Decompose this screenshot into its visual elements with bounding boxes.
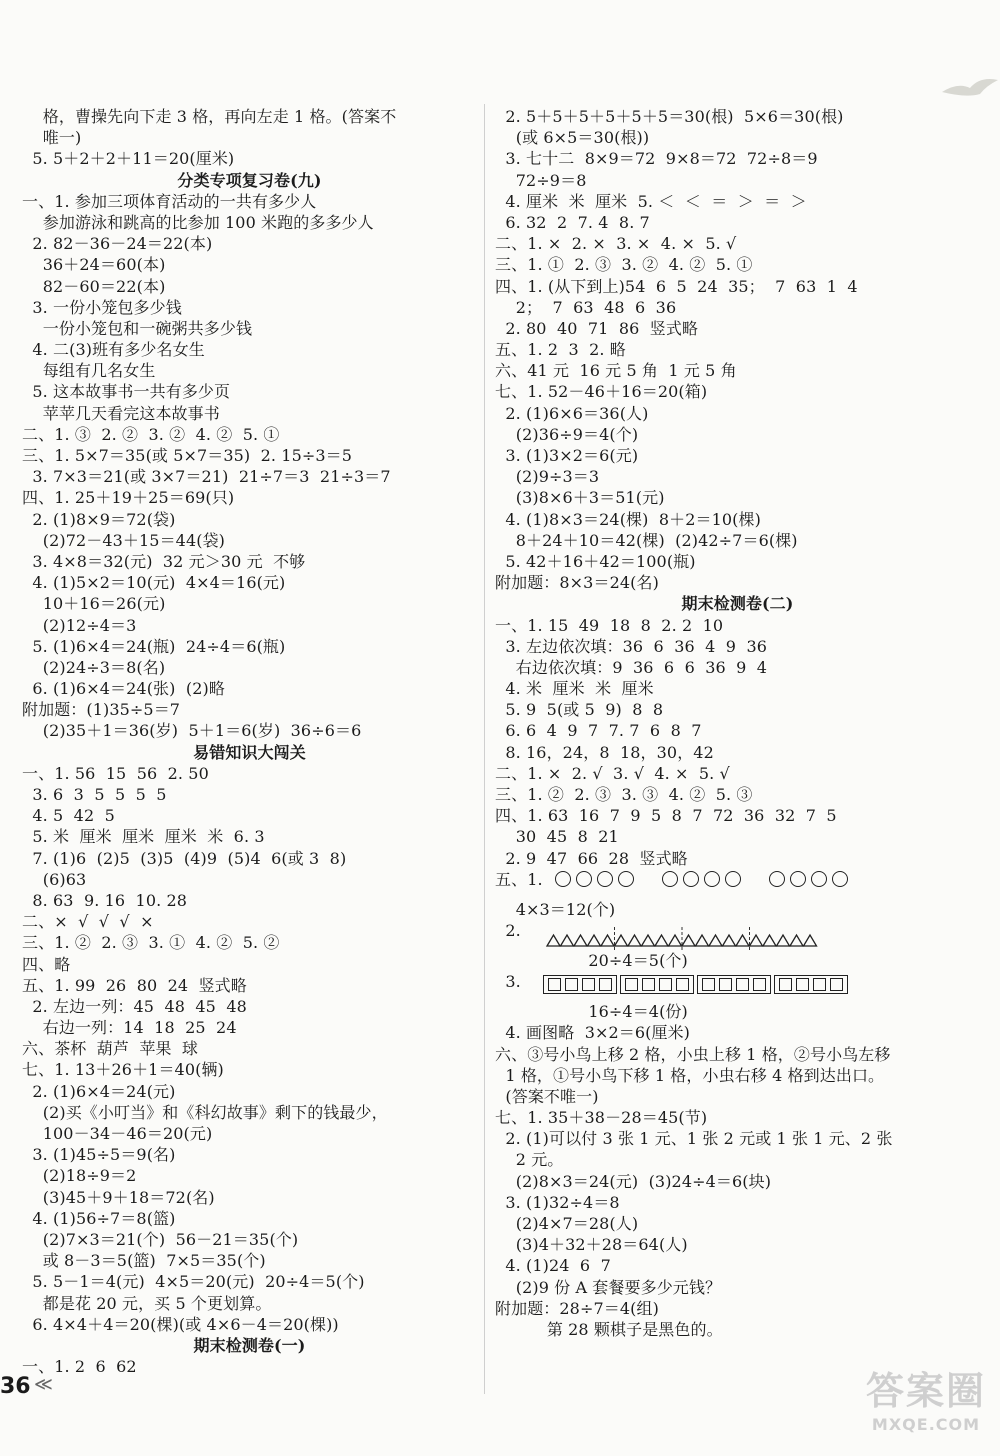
answer-line: 格，曹操先向下走 3 格，再向左走 1 格。(答案不 [22, 107, 397, 126]
answer-line: 8＋24＋10＝42(棵) (2)42÷7＝6(棵) [495, 530, 798, 550]
answer-line: 附加题：28÷7＝4(组) [495, 1298, 659, 1318]
answer-line: 4. 二(3)班有多少名女生 [22, 340, 205, 360]
box-group [620, 975, 694, 994]
answer-line: 附加题：8×3＝24(名) [495, 573, 659, 593]
answer-line: 4. 5 42 5 [22, 806, 115, 826]
circle-icon [683, 871, 699, 887]
answer-line: 4. 厘米 米 厘米 5. ＜ ＜ ＝ ＞ ＝ ＞ [495, 191, 807, 211]
box-group [697, 975, 771, 994]
square-icon [796, 978, 809, 991]
answer-line: 2. (1)6×6＝36(人) [495, 403, 649, 423]
answer-line: 16÷4＝4(份) [495, 1002, 688, 1022]
circle-icon [725, 871, 741, 887]
answer-line: (6)63 [22, 869, 87, 889]
triangle-row-icon [543, 926, 843, 952]
answer-line: 2 元。 [495, 1150, 564, 1170]
circle-icon [769, 871, 785, 887]
square-icon [753, 978, 766, 991]
answer-line: 2. [495, 920, 521, 940]
answer-line: 3. [495, 972, 521, 992]
answer-line: 3. (1)3×2＝6(元) [495, 446, 639, 465]
answer-line: 三、1. ② 2. ③ 3. ① 4. ② 5. ② [22, 933, 280, 953]
answer-line: (2)7×3＝21(个) 56－21＝35(个) [22, 1229, 299, 1249]
answer-line: 三、1. 5×7＝35(或 5×7＝35) 2. 15÷3＝5 [22, 446, 353, 465]
answer-line: 或 8－3＝5(篮) 7×5＝35(个) [22, 1251, 266, 1271]
answer-line: (或 6×5＝30(根)) [495, 128, 650, 148]
column-divider [484, 104, 485, 1394]
answer-line: 8. 63 9. 16 10. 28 [22, 890, 188, 910]
circle-group-gap [639, 873, 657, 887]
answer-line: 5. 5－1＝4(元) 4×5＝20(元) 20÷4＝5(个) [22, 1272, 365, 1292]
answer-line: 一、1. 15 49 18 8 2. 2 10 [495, 615, 724, 635]
square-icon [625, 978, 638, 991]
answer-line: 6. 4×4＋4＝20(棵)(或 4×6－4＝20(棵)) [22, 1314, 339, 1334]
answer-line: 右边依次填：9 36 6 6 36 9 4 [495, 657, 768, 677]
answer-line: 8. 16，24，8 18，30，42 [495, 742, 714, 762]
answer-line: (3)45＋9＋18＝72(名) [22, 1187, 215, 1207]
answer-line: 5. (1)6×4＝24(瓶) 24÷4＝6(瓶) [22, 636, 286, 656]
answer-column-left [22, 106, 477, 1377]
answer-line: (2)12÷4＝3 [22, 615, 137, 635]
circle-icon [576, 871, 592, 887]
answer-line: 3. 左边依次填：36 6 36 4 9 36 [495, 636, 767, 656]
answer-line: (3)4＋32＋28＝64(人) [495, 1235, 688, 1255]
answer-line: 2. 82－36－24＝22(本) [22, 234, 213, 254]
answer-line: (2)72－43＋15＝44(袋) [22, 530, 226, 550]
page-number: 36 [0, 1374, 31, 1399]
answer-line: 20÷4＝5(个) [495, 950, 688, 970]
answer-line: 五、1. 99 26 80 24 竖式略 [22, 975, 247, 995]
answer-line: (2)35＋1＝36(岁) 5＋1＝6(岁) 36÷6＝6 [22, 721, 362, 741]
answer-line: 30 45 8 21 [495, 827, 619, 847]
answer-line: (答案不唯一) [495, 1086, 599, 1106]
circle-icon [832, 871, 848, 887]
answer-line: (2)9 份 A 套餐要多少元钱？ [495, 1277, 722, 1297]
answer-line: 七、1. 13＋26＋1＝40(辆) [22, 1060, 224, 1080]
answer-line: 五、1. [495, 869, 543, 889]
section-title: 期末检测卷(一) [193, 1335, 306, 1355]
answer-line: 2； 7 63 48 6 36 [495, 297, 677, 317]
answer-line: 三、1. ② 2. ③ 3. ③ 4. ② 5. ③ [495, 785, 753, 804]
answer-line: 右边一列：14 18 25 24 [22, 1018, 237, 1038]
answer-line: 3. (1)45÷5＝9(名) [22, 1145, 176, 1165]
square-icon [830, 978, 843, 991]
answer-line: 每组有几名女生 [22, 361, 156, 381]
answer-line: 一、1. 参加三项体育活动的一共有多少人 [22, 191, 317, 211]
answer-line: (3)8×6＋3＝51(元) [495, 488, 665, 508]
answer-line: 一份小笼包和一碗粥共多少钱 [22, 318, 253, 338]
circle-group-gap [746, 873, 764, 887]
answer-line: 第 28 颗棋子是黑色的。 [495, 1319, 723, 1339]
square-icon [779, 978, 792, 991]
answer-line: (2)8×3＝24(元) (3)24÷4＝6(块) [495, 1171, 772, 1191]
answer-line: (2)4×7＝28(人) [495, 1214, 639, 1233]
answer-line: (2)9÷3＝3 [495, 467, 600, 487]
answer-line: 6. 6 4 9 7 7. 7 6 8 7 [495, 721, 702, 741]
circle-icon [704, 871, 720, 887]
answer-line: (2)36÷9＝4(个) [495, 424, 639, 444]
circle-icon [555, 871, 571, 887]
answer-line: (2)18÷9＝2 [22, 1166, 137, 1186]
answer-line: 二、1. × 2. × 3. × 4. × 5. √ [495, 234, 737, 254]
answer-line: 四、1. (从下到上)54 6 5 24 35； 7 63 1 4 [495, 276, 858, 296]
square-icon [813, 978, 826, 991]
section-title: 易错知识大闯关 [193, 742, 306, 762]
answer-line: 2. 5＋5＋5＋5＋5＋5＝30(根) 5×6＝30(根) [495, 107, 844, 126]
answer-line: 4. 画图略 3×2＝6(厘米) [495, 1023, 691, 1043]
box-icon-row [543, 975, 851, 994]
answer-line: 5. 米 厘米 厘米 厘米 米 6. 3 [22, 827, 265, 847]
answer-line: 4×3＝12(个) [495, 899, 616, 919]
triangle-groups-figure [495, 920, 980, 950]
answer-line: 六、茶杯 葫芦 苹果 球 [22, 1039, 199, 1059]
answer-line: 1 格，①号小鸟下移 1 格，小虫右移 4 格到达出口。 [495, 1065, 885, 1085]
answer-line: 5. 这本故事书一共有多少页 [22, 382, 231, 402]
answer-line: 5. 5＋2＋2＋11＝20(厘米) [22, 149, 235, 169]
answer-line: 3. 一份小笼包多少钱 [22, 297, 182, 317]
answer-line: 36＋24＝60(本) [22, 255, 166, 275]
answer-line: 10＋16＝26(元) [22, 594, 166, 614]
answer-line: 4. 米 厘米 米 厘米 [495, 679, 654, 699]
box-group [774, 975, 848, 994]
answer-line: 100－34－46＝20(元) [22, 1124, 213, 1143]
circle-icon [597, 871, 613, 887]
answer-line: 3. (1)32÷4＝8 [495, 1192, 620, 1212]
answer-line: 2. (1)8×9＝72(袋) [22, 509, 176, 529]
box-group [543, 975, 617, 994]
answer-line: 4. (1)24 6 7 [495, 1256, 611, 1276]
section-title: 分类专项复习卷(九) [177, 170, 322, 190]
square-icon [548, 978, 561, 991]
answer-line: 七、1. 35＋38－28＝45(节) [495, 1108, 708, 1128]
answer-line: 2. (1)可以付 3 张 1 元、1 张 2 元或 1 张 1 元、2 张 [495, 1129, 893, 1149]
answer-line: 六、③号小鸟上移 2 格，小虫上移 1 格，②号小鸟左移 [495, 1044, 891, 1064]
answer-line: 3. 4×8＝32(元) 32 元＞30 元 不够 [22, 551, 306, 571]
answer-line: 二、× √ √ √ × [22, 912, 154, 932]
page-arrow-icon: ≪ [34, 1374, 53, 1395]
answer-line: 唯一) [22, 128, 82, 148]
answer-line: 2. 9 47 66 28 竖式略 [495, 848, 688, 868]
circle-icon-row [555, 871, 853, 891]
circle-icon [618, 871, 634, 887]
answer-line: 6. (1)6×4＝24(张) (2)略 [22, 679, 225, 699]
answer-line: 3. 七十二 8×9＝72 9×8＝72 72÷8＝9 [495, 149, 818, 169]
answer-line: 附加题：(1)35÷5＝7 [22, 700, 181, 720]
circle-icon [790, 871, 806, 887]
answer-line: 7. (1)6 (2)5 (3)5 (4)9 (5)4 6(或 3 8) [22, 848, 347, 868]
watermark-url: MXQE.COM [871, 1415, 981, 1434]
answer-line: 五、1. 2 3 2. 略 [495, 340, 626, 360]
answer-line: 一、1. 2 6 62 [22, 1357, 137, 1377]
answer-line: 4. (1)56÷7＝8(篮) [22, 1208, 176, 1228]
answer-line: 2. (1)6×4＝24(元) [22, 1081, 176, 1101]
answer-line: 5. 42＋16＋42＝100(瓶) [495, 551, 696, 571]
watermark-brand: 答案圈 [865, 1369, 986, 1413]
answer-line: 3. 7×3＝21(或 3×7＝21) 21÷7＝3 21÷3＝7 [22, 467, 391, 487]
bird-decoration-icon [940, 70, 1000, 100]
square-icon [702, 978, 715, 991]
answer-line: 四、略 [22, 954, 71, 974]
square-icon [659, 978, 672, 991]
answer-line: 七、1. 52－46＋16＝20(箱) [495, 382, 708, 402]
square-icon [676, 978, 689, 991]
section-title: 期末检测卷(二) [681, 594, 794, 614]
answer-line: 3. 6 3 5 5 5 5 [22, 785, 167, 804]
answer-line: 二、1. × 2. √ 3. √ 4. × 5. √ [495, 763, 730, 783]
square-icon [642, 978, 655, 991]
answer-line: 2. 80 40 71 86 竖式略 [495, 318, 699, 338]
answer-line: 六、41 元 16 元 5 角 1 元 5 角 [495, 361, 737, 381]
answer-column-right [495, 106, 980, 1340]
answer-line: 四、1. 63 16 7 9 5 8 7 72 36 32 7 5 [495, 806, 837, 826]
answer-line: 6. 32 2 7. 4 8. 7 [495, 212, 650, 232]
square-icon [599, 978, 612, 991]
answer-line: 苹苹几天看完这本故事书 [22, 403, 220, 423]
answer-line: 4. (1)5×2＝10(元) 4×4＝16(元) [22, 573, 286, 593]
answer-line: 四、1. 25＋19＋25＝69(只) [22, 488, 235, 508]
answer-line: 82－60＝22(本) [22, 276, 166, 296]
box-groups-figure [495, 971, 980, 1001]
answer-line: 三、1. ① 2. ③ 3. ② 4. ② 5. ① [495, 255, 753, 275]
circle-icon [662, 871, 678, 887]
answer-line: 二、1. ③ 2. ② 3. ② 4. ② 5. ① [22, 424, 280, 444]
answer-line: 2. 左边一列：45 48 45 48 [22, 996, 247, 1016]
answer-line: 72÷9＝8 [495, 170, 587, 190]
circle-icon [811, 871, 827, 887]
square-icon [736, 978, 749, 991]
circle-groups-figure [495, 869, 980, 899]
answer-line: 5. 9 5(或 5 9) 8 8 [495, 700, 664, 720]
answer-line: (2)买《小叮当》和《科幻故事》剩下的钱最少， [22, 1102, 388, 1122]
answer-line: 都是花 20 元，买 5 个更划算。 [22, 1293, 272, 1313]
answer-line: 4. (1)8×3＝24(棵) 8＋2＝10(棵) [495, 509, 761, 529]
answer-line: 一、1. 56 15 56 2. 50 [22, 763, 209, 783]
square-icon [565, 978, 578, 991]
square-icon [582, 978, 595, 991]
answer-line: 参加游泳和跳高的比参加 100 米跑的多多少人 [22, 212, 374, 232]
watermark [866, 1360, 986, 1434]
square-icon [719, 978, 732, 991]
answer-line: (2)24÷3＝8(名) [22, 657, 166, 677]
